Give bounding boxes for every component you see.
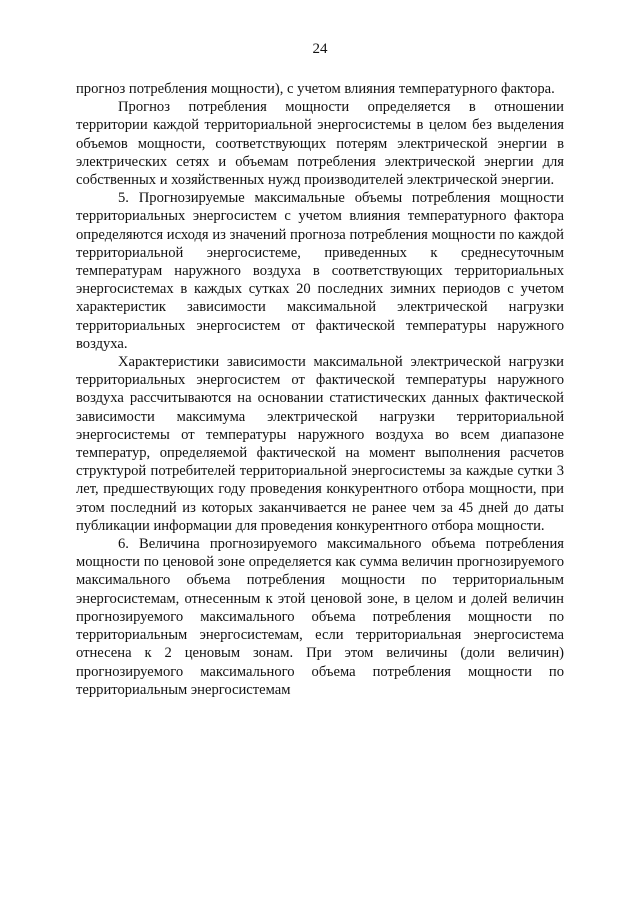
document-body [76, 80, 564, 699]
page-number: 24 [312, 41, 328, 57]
paragraph-continuation: прогноз потребления мощности), с учетом влияния температурного фактора. [76, 81, 555, 97]
paragraph-forecast-definition: Прогноз потребления мощности определяется в отношении территории каждой территориальной энергосистемы в целом без выделения объемов мощности, соответствующих потерям электрической энергии в электрических сетях и объемам потребления электрической энергии для собственных и хозяйственных нужд производителей электрической энергии. [76, 99, 564, 189]
paragraph-item-5: 5. Прогнозируемые максимальные объемы потребления мощности территориальных энергосистем с учетом влияния температурного фактора определяются исходя из значений прогноза потребления мощности по каждой территориальной энергосистеме, приведенных к среднесуточным температурам наружного воздуха в соответствующих территориальных энергосистемах в каждых сутках 20 последних зимних периодов с учетом характеристик зависимости максимальной электрической нагрузки территориальных энергосистем от фактической температуры наружного воздуха. [76, 190, 564, 352]
paragraph-item-6: 6. Величина прогнозируемого максимального объема потребления мощности по ценовой зоне определяется как сумма величин прогнозируемого максимального объема потребления мощности по территориальным энергосистемам, отнесенным к этой ценовой зоне, в целом и долей величин прогнозируемого максимального объема потребления мощности по территориальным энергосистемам, если территориальная энергосистема отнесена к 2 ценовым зонам. При этом величины (доли величин) прогнозируемого максимального объема потребления мощности по территориальным энергосистемам [76, 536, 564, 698]
paragraph-load-characteristics: Характеристики зависимости максимальной электрической нагрузки территориальных энергосистем от фактической температуры наружного воздуха рассчитываются на основании статистических данных фактической зависимости максимума электрической нагрузки территориальной энергосистемы от температуры наружного воздуха во всем диапазоне температур, определяемой фактической на момент выполнения расчетов структурой потребителей территориальной энергосистемы за каждые сутки 3 лет, предшествующих году проведения конкурентного отбора мощности, при этом последний из которых заканчивается не ранее чем за 45 дней до даты публикации информации для проведения конкурентного отбора мощности. [76, 354, 564, 534]
